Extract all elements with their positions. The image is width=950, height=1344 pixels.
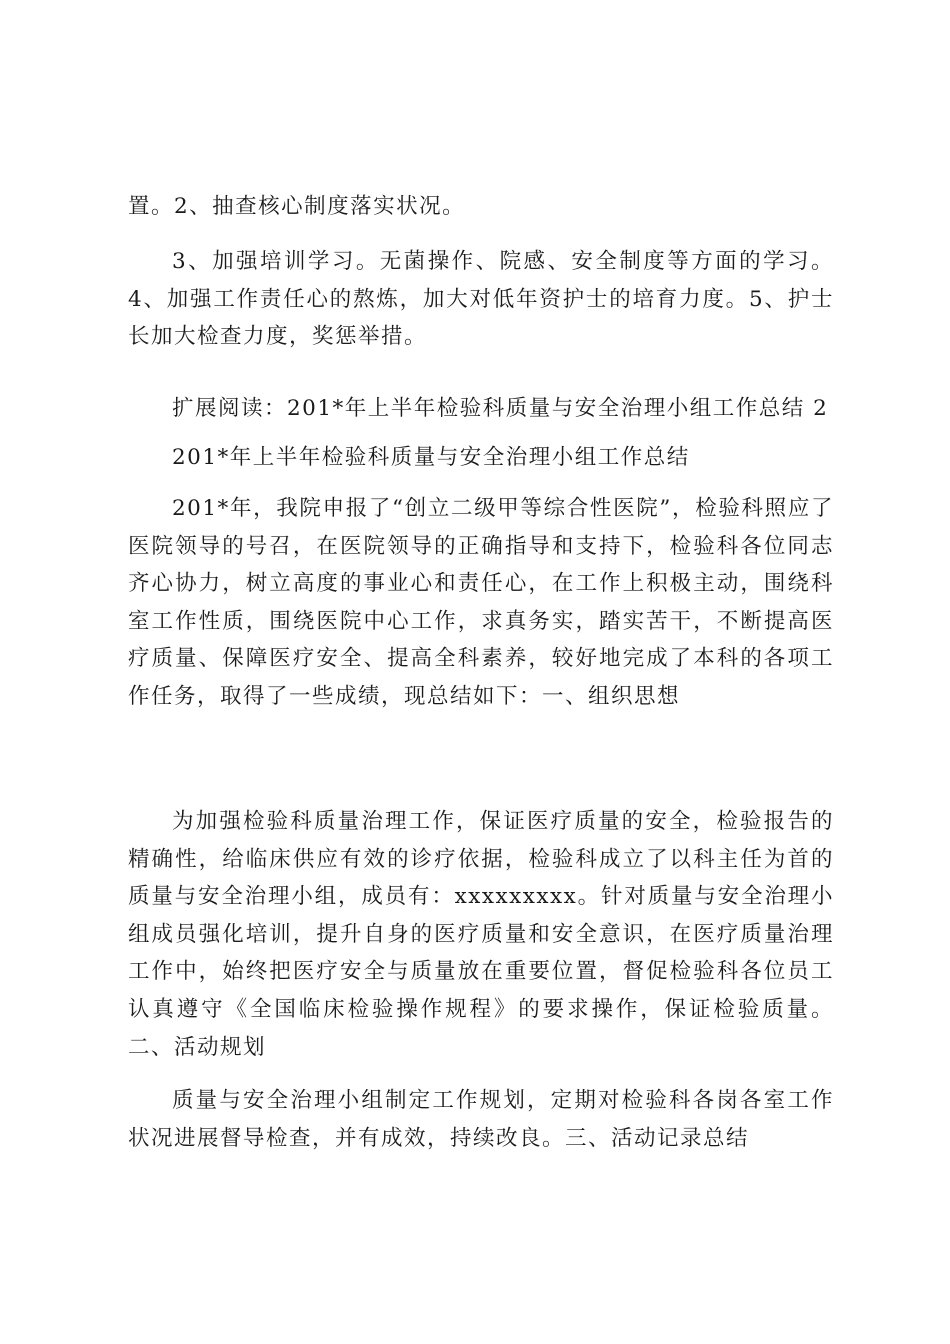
paragraph-organization: 为加强检验科质量治理工作，保证医疗质量的安全，检验报告的精确性，给临床供应有效的诊疗依据，检验科成立了以科主任为首的质量与安全治理小组，成员有：xxxxxxxxx。针对质量与安全治理小组成员强化培训，提升自身的医疗质量和安全意识，在医疗质量治理工作中，始终把医疗安全与质量放在重要位置，督促检验科各位员工认真遵守《全国临床检验操作规程》的要求操作，保证检验质量。二、活动规划 — [128, 809, 834, 1060]
paragraph-continuation: 置。2、抽查核心制度落实状况。 — [128, 194, 466, 219]
paragraph-training: 3、加强培训学习。无菌操作、院感、安全制度等方面的学习。4、加强工作责任心的熬炼，加大对低年资护士的培育力度。5、护士长加大检查力度，奖惩举措。 — [128, 249, 834, 350]
paragraph-intro: 201*年，我院申报了“创立二级甲等综合性医院”，检验科照应了医院领导的号召，在医院领导的正确指导和支持下，检验科各位同志齐心协力，树立高度的事业心和责任心，在工作上积极主动，围绕科室工作性质，围绕医院中心工作，求真务实，踏实苦干，不断提高医疗质量、保障医疗安全、提高全科素养，较好地完成了本科的各项工作任务，取得了一些成绩，现总结如下：一、组织思想 — [128, 496, 834, 709]
paragraph-planning: 质量与安全治理小组制定工作规划，定期对检验科各岗各室工作状况进展督导检查，并有成效，持续改良。三、活动记录总结 — [128, 1088, 834, 1151]
paragraph-extended-reading: 扩展阅读：201*年上半年检验科质量与安全治理小组工作总结 2 — [172, 396, 829, 421]
paragraph-heading: 201*年上半年检验科质量与安全治理小组工作总结 — [172, 445, 690, 470]
